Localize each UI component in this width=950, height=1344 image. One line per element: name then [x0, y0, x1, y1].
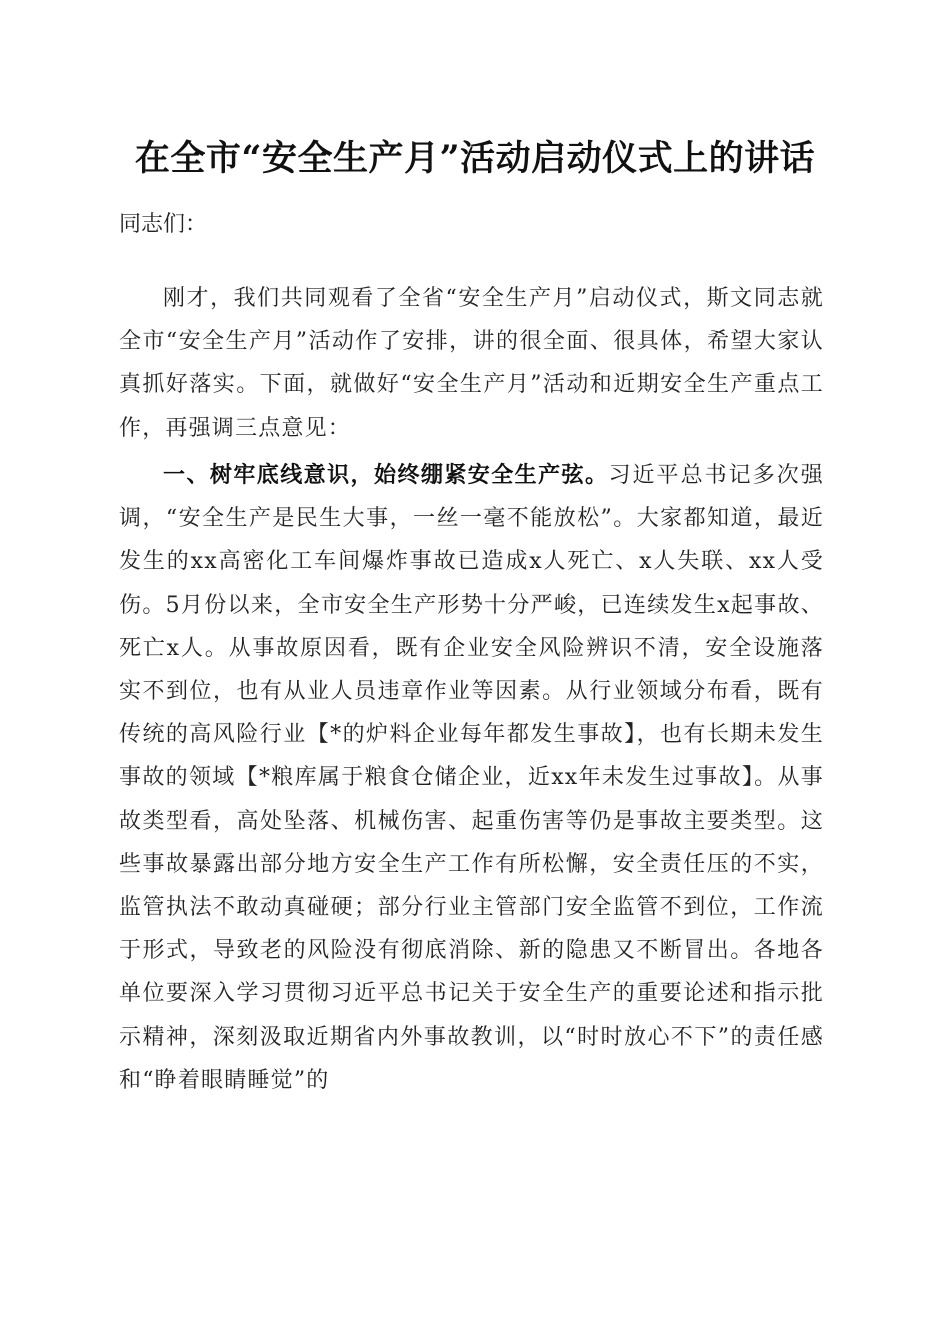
section-1-text: 习近平总书记多次强调，“安全生产是民生大事，一丝一毫不能放松”。大家都知道，最近发生的xx高密化工车间爆炸事故已造成x人死亡、x人失联、xx人受伤。5月份以来，全市安全生产形势十分严峻，已连续发生x起事故、死亡x人。从事故原因看，既有企业安全风险辨识不清，安全设施落实不到位，也有从业人员违章作业等因素。从行业领域分布看，既有传统的高风险行业【*的炉料企业每年都发生事故】，也有长期未发生事故的领域【*粮库属于粮食仓储企业，近xx年未发生过事故】。从事故类型看，高处坠落、机械伤害、起重伤害等仍是事故主要类型。这些事故暴露出部分地方安全生产工作有所松懈，安全责任压的不实，监管执法不敢动真碰硬；部分行业主管部门安全监管不到位，工作流于形式，导致老的风险没有彻底消除、新的隐患又不断冒出。各地各单位要深入学习贯彻习近平总书记关于安全生产的重要论述和指示批示精神，深刻汲取近期省内外事故教训，以“时时放心不下”的责任感和“睁着眼睛睡觉”的 [119, 463, 824, 1093]
document-title: 在全市“安全生产月”活动启动仪式上的讲话 [134, 138, 816, 179]
section-1-heading: 一、树牢底线意识，始终绷紧安全生产弦。 [163, 463, 609, 488]
salutation: 同志们： [119, 212, 208, 237]
paragraph-section-1 [119, 454, 824, 1102]
paragraph-intro: 刚才，我们共同观看了全省“安全生产月”启动仪式，斯文同志就全市“安全生产月”活动作了安排，讲的很全面、很具体，希望大家认真抓好落实。下面，就做好“安全生产月”活动和近期安全生产重点工作，再强调三点意见： [119, 286, 824, 441]
